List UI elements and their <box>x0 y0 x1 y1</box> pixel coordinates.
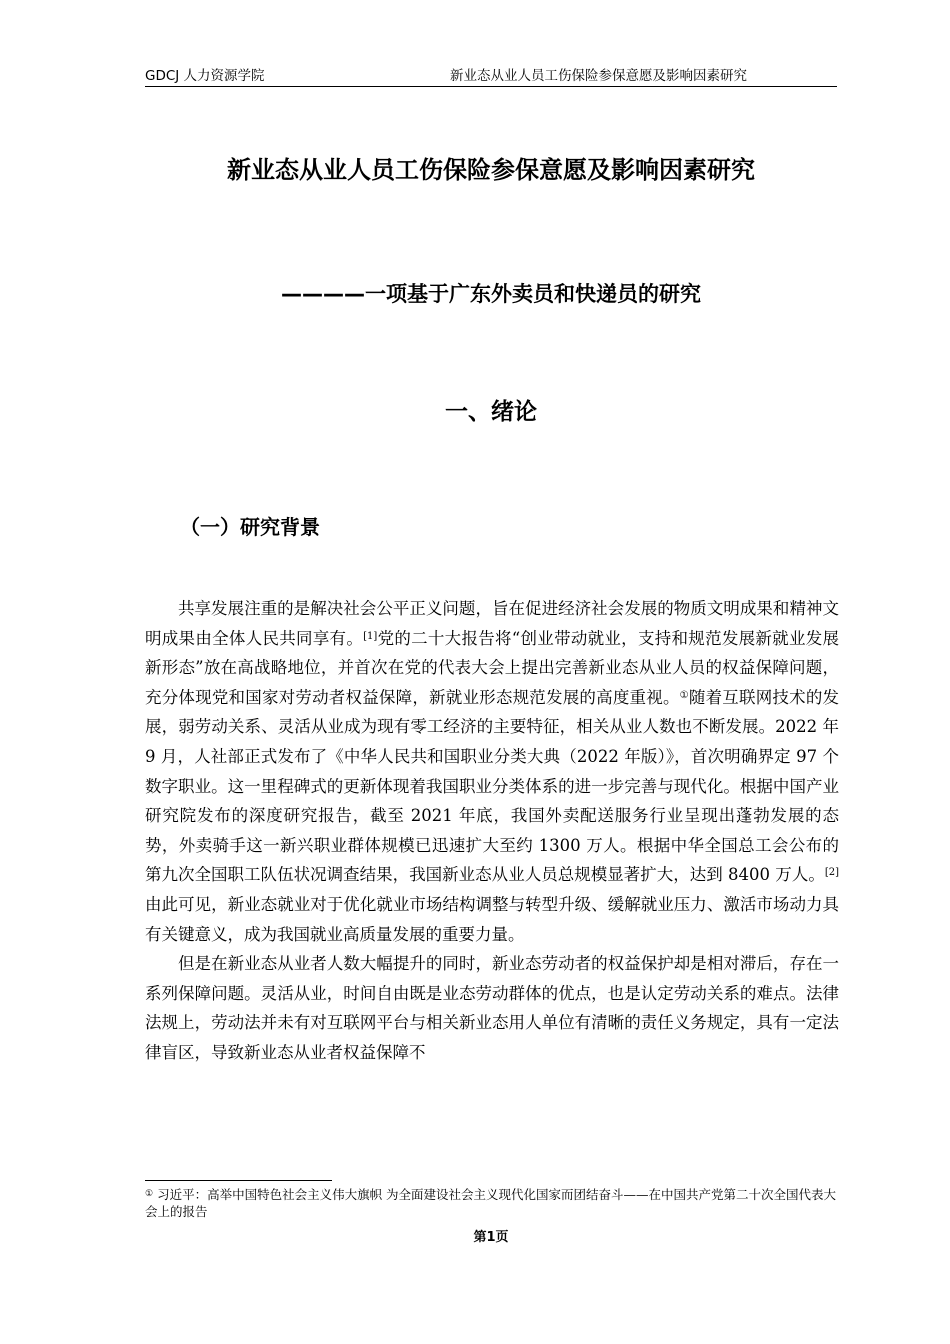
footnote-reference: ① <box>679 689 689 701</box>
document-subtitle: ————一项基于广东外卖员和快递员的研究 <box>281 282 701 306</box>
footnote <box>145 1186 837 1220</box>
footnote-text: 习近平：高举中国特色社会主义伟大旗帜 为全面建设社会主义现代化国家而团结奋斗——在中国共产党第二十次全国代表大会上的报告 <box>145 1187 837 1219</box>
footnote-mark: ① <box>145 1189 154 1199</box>
paragraph-1-part-4: 由此可见，新业态就业对于优化就业市场结构调整与转型升级、缓解就业压力、激活市场动力具有关键意义，成为我国就业高质量发展的重要力量。 <box>145 894 839 944</box>
citation-1: [1] <box>363 630 378 642</box>
paragraph-1-part-2: 党的二十大报告将“创业带动就业，支持和规范发展新就业发展新形态”放在高战略地位，并首次在党的代表大会上提出完善新业态从业人员的权益保障问题，充分体现党和国家对劳动者权益保障，新就业形态规范发展的高度重视。 <box>145 628 840 707</box>
paragraph-1-part-3: 随着互联网技术的发展，弱劳动关系、灵活从业成为现有零工经济的主要特征，相关从业人数也不断发展。2022 年 9 月，人社部正式发布了《中华人民共和国职业分类大典（2022 年版）》，首次明确界定 97 个数字职业。这一里程碑式的更新体现着我国职业分类体系的进一步完善与现代化。根据中国产业研究院发布的深度研究报告，截至 2021 年底，我国外卖配送服务行业呈现出蓬勃发展的态势，外卖骑手这一新兴职业群体规模已迅速扩大至约 1300 万人。根据中华全国总工会公布的第九次全国职工队伍状况调查结果，我国新业态从业人员总规模显著扩大，达到 8400 万人。 <box>145 687 840 885</box>
running-header <box>145 66 837 87</box>
page-number: 第1页 <box>473 1230 509 1245</box>
body-text <box>145 594 839 1068</box>
document-title: 新业态从业人员工伤保险参保意愿及影响因素研究 <box>227 156 755 184</box>
paragraph-2: 但是在新业态从业者人数大幅提升的同时，新业态劳动者的权益保护却是相对滞后，存在一系列保障问题。灵活从业，时间自由既是业态劳动群体的优点，也是认定劳动关系的难点。法律法规上，劳动法并未有对互联网平台与相关新业态用人单位有清晰的责任义务规定，具有一定法律盲区，导致新业态从业者权益保障不 <box>145 954 839 1062</box>
header-paper-title: 新业态从业人员工伤保险参保意愿及影响因素研究 <box>450 68 747 84</box>
paragraph-1-part-1: 共享发展注重的是解决社会公平正义问题，旨在促进经济社会发展的物质文明成果和精神文明成果由全体人民共同享有。 <box>145 599 839 648</box>
citation-2: [2] <box>824 867 839 879</box>
paragraph-1 <box>145 594 839 949</box>
section-heading: （一）研究背景 <box>180 515 320 539</box>
chapter-heading: 一、绪论 <box>445 399 537 425</box>
footnote-separator <box>145 1180 332 1181</box>
header-institution: GDCJ 人力资源学院 <box>145 68 265 84</box>
